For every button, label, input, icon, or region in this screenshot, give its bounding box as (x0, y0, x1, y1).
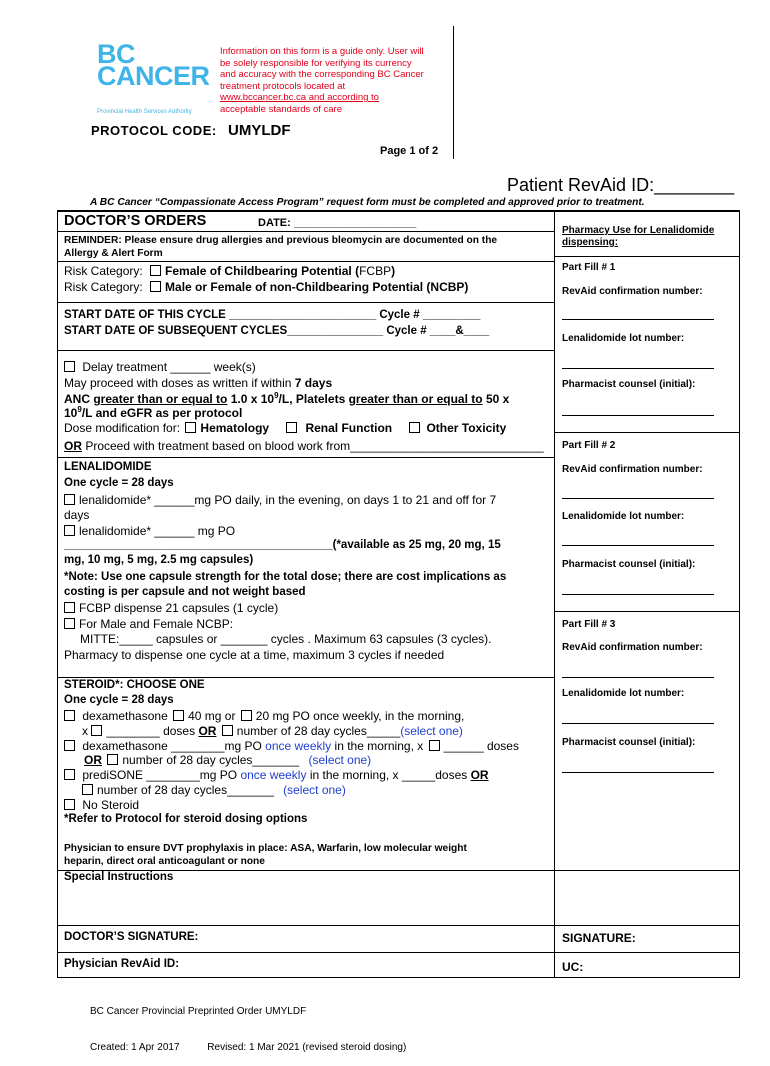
prednisone-option-cont: number of 28 day cycles_______ (select one) (82, 783, 346, 797)
lot-number-3-line[interactable] (562, 723, 714, 724)
footer: BC Cancer Provincial Preprinted Order UMYLDF Created: 1 Apr 2017 Revised: 1 Mar 2021 (revised steroid dosing) (90, 1006, 407, 1053)
lot-number-2-line[interactable] (562, 545, 714, 546)
lena-option-1-cont: days (64, 508, 90, 522)
fcbp-dispense: FCBP dispense 21 capsules (1 cycle) (64, 601, 278, 615)
delay-checkbox[interactable] (64, 361, 75, 372)
lena-cycle: One cycle = 28 days (64, 477, 174, 489)
bc-cancer-logo (97, 39, 210, 91)
proceed-bloodwork[interactable]: OR Proceed with treatment based on blood work from_____________________________ (64, 439, 544, 453)
pharmacy-use-title: Pharmacy Use for Lenalidomide dispensing: (562, 225, 715, 248)
refer-protocol: *Refer to Protocol for steroid dosing options (64, 813, 308, 825)
counsel-3: Pharmacist counsel (initial): (562, 737, 696, 748)
ncbp-checkbox[interactable] (64, 618, 75, 629)
lot-number-1: Lenalidomide lot number: (562, 333, 685, 344)
counsel-1-line[interactable] (562, 415, 714, 416)
patient-revaid-id[interactable]: Patient RevAid ID:________ (507, 175, 735, 195)
lot-number-2: Lenalidomide lot number: (562, 511, 685, 522)
dexa-2-cycles-checkbox[interactable] (107, 754, 118, 765)
part-fill-3: Part Fill # 3 (562, 619, 616, 630)
male-female-ncbp: For Male and Female NCBP: (64, 617, 233, 631)
bccancer-link[interactable]: www.bccancer.bc.ca and according to (220, 92, 379, 103)
dexa-doses-checkbox[interactable] (91, 725, 102, 736)
dexamethasone-option-1-cont: x ________ doses OR number of 28 day cycles_____(select one) (82, 724, 463, 738)
delay-treatment: Delay treatment ______ week(s) (64, 360, 256, 374)
revaid-confirmation-1-line[interactable] (562, 319, 714, 320)
lena-option-2-line[interactable]: __________________________________________(*available as 25 mg, 20 mg, 15 (64, 539, 501, 551)
risk-fcbp-checkbox[interactable] (150, 265, 161, 276)
form-top-border (57, 210, 740, 212)
doctors-orders-title: DOCTOR’S ORDERS (64, 213, 207, 229)
dexa-cycles-checkbox[interactable] (222, 725, 233, 736)
counsel-2: Pharmacist counsel (initial): (562, 559, 696, 570)
lot-number-3: Lenalidomide lot number: (562, 688, 685, 699)
revaid-confirmation-3-line[interactable] (562, 677, 714, 678)
steroid-cycle: One cycle = 28 days (64, 694, 174, 706)
logo-tagline: Provincial Health Services Authority (97, 109, 192, 115)
dexa-2-doses-checkbox[interactable] (429, 740, 440, 751)
part-fill-2: Part Fill # 2 (562, 440, 616, 451)
form-bottom-border (57, 977, 740, 978)
pharmacy-dispense: Pharmacy to dispense one cycle at a time, maximum 3 cycles if needed (64, 648, 445, 662)
dexa-20mg-checkbox[interactable] (241, 710, 252, 721)
steroid-title: STEROID*: CHOOSE ONE (64, 679, 205, 691)
dexamethasone-option-2-cont: OR number of 28 day cycles_______ (select one) (84, 753, 372, 767)
lena-option-1-checkbox[interactable] (64, 494, 75, 505)
lena-option-1: lenalidomide* ______mg PO daily, in the evening, on days 1 to 21 and off for 7 (64, 493, 496, 507)
page-number: Page 1 of 2 (380, 145, 439, 157)
lena-option-2: lenalidomide* ______ mg PO (64, 524, 235, 538)
disclaimer: Information on this form is a guide only. User will be solely responsible for verifying its currency and accuracy with the corresponding BC Cancer treatment protocols located at www.bccancer.bc.ca and according to acceptable standards of care (220, 46, 424, 115)
form-left-border (57, 210, 58, 978)
dexa-2-checkbox[interactable] (64, 740, 75, 751)
revaid-confirmation-3: RevAid confirmation number: (562, 642, 703, 653)
header-divider-v (453, 26, 454, 159)
revaid-confirmation-2-line[interactable] (562, 498, 714, 499)
dexa-1-checkbox[interactable] (64, 710, 75, 721)
uc-field[interactable]: UC: (562, 960, 584, 974)
no-steroid-checkbox[interactable] (64, 799, 75, 810)
pharmacy-divider (554, 210, 555, 925)
prednisone-checkbox[interactable] (64, 769, 75, 780)
hematology-checkbox[interactable] (185, 422, 196, 433)
lena-note: *Note: Use one capsule strength for the total dose; there are cost implications as costing is per capsule and not weight based (64, 571, 507, 598)
risk-ncbp-checkbox[interactable] (150, 281, 161, 292)
dose-modification: Dose modification for: Hematology Renal Function Other Toxicity (64, 421, 507, 435)
prednisone-cycles-checkbox[interactable] (82, 784, 93, 795)
risk-fcbp: Risk Category: Female of Childbearing Potential (FCBP) (64, 264, 396, 278)
dexamethasone-option-1: dexamethasone 40 mg or 20 mg PO once weekly, in the morning, (64, 709, 464, 723)
protocol-code: PROTOCOL CODE: UMYLDF (91, 122, 291, 139)
other-toxicity-checkbox[interactable] (409, 422, 420, 433)
lena-available: mg, 10 mg, 5 mg, 2.5 mg capsules) (64, 554, 254, 566)
mitte[interactable]: MITTE:_____ capsules or _______ cycles . Maximum 63 capsules (3 cycles). (80, 632, 492, 646)
logo-text: BC CANCER (97, 39, 210, 91)
lot-number-1-line[interactable] (562, 368, 714, 369)
prednisone-option: prediSONE ________mg PO once weekly in the morning, x _____doses OR (64, 768, 489, 782)
dvt-prophylaxis: Physician to ensure DVT prophylaxis in place: ASA, Warfarin, low molecular weight heparin, direct oral anticoagulant or none (64, 843, 467, 867)
special-instructions[interactable]: Special Instructions (64, 871, 174, 883)
counsel-3-line[interactable] (562, 772, 714, 773)
signature-divider (554, 925, 555, 977)
dexamethasone-option-2: dexamethasone ________mg PO once weekly in the morning, x ______ doses (64, 739, 519, 753)
start-this-cycle[interactable]: START DATE OF THIS CYCLE _______________________ Cycle # _________ (64, 309, 481, 321)
dexa-40mg-checkbox[interactable] (173, 710, 184, 721)
lena-option-2-checkbox[interactable] (64, 525, 75, 536)
counsel-2-line[interactable] (562, 594, 714, 595)
may-proceed: May proceed with doses as written if within 7 days (64, 376, 333, 390)
counsel-1: Pharmacist counsel (initial): (562, 379, 696, 390)
reminder: REMINDER: Please ensure drug allergies and previous bleomycin are documented on the Allergy & Alert Form (64, 235, 498, 259)
part-fill-1: Part Fill # 1 (562, 262, 616, 273)
date-field[interactable]: DATE: ____________________ (258, 217, 417, 229)
pharmacy-signature[interactable]: SIGNATURE: (562, 931, 636, 945)
risk-ncbp: Risk Category: Male or Female of non-Childbearing Potential (NCBP) (64, 280, 469, 294)
start-subsequent[interactable]: START DATE OF SUBSEQUENT CYCLES_______________ Cycle # ____&____ (64, 325, 490, 337)
notice: A BC Cancer “Compassionate Access Program” request form must be completed and approved prior to treatment. (90, 197, 645, 208)
fcbp-dispense-checkbox[interactable] (64, 602, 75, 613)
no-steroid: No Steroid (64, 798, 139, 812)
form-right-border (739, 210, 740, 978)
doctors-signature[interactable]: DOCTOR’S SIGNATURE: (64, 931, 199, 943)
egfr-criteria: $10^9/L$ and eGFR as per protocol (64, 405, 243, 420)
anc-criteria: ANC greater than or equal to 1.0 x $10^9/L$, Platelets greater than or equal to 50 x (64, 391, 510, 406)
lenalidomide-title: LENALIDOMIDE (64, 461, 152, 473)
renal-checkbox[interactable] (286, 422, 297, 433)
revaid-confirmation-2: RevAid confirmation number: (562, 464, 703, 475)
revaid-confirmation-1: RevAid confirmation number: (562, 286, 703, 297)
physician-revaid-id[interactable]: Physician RevAid ID: (64, 958, 180, 970)
